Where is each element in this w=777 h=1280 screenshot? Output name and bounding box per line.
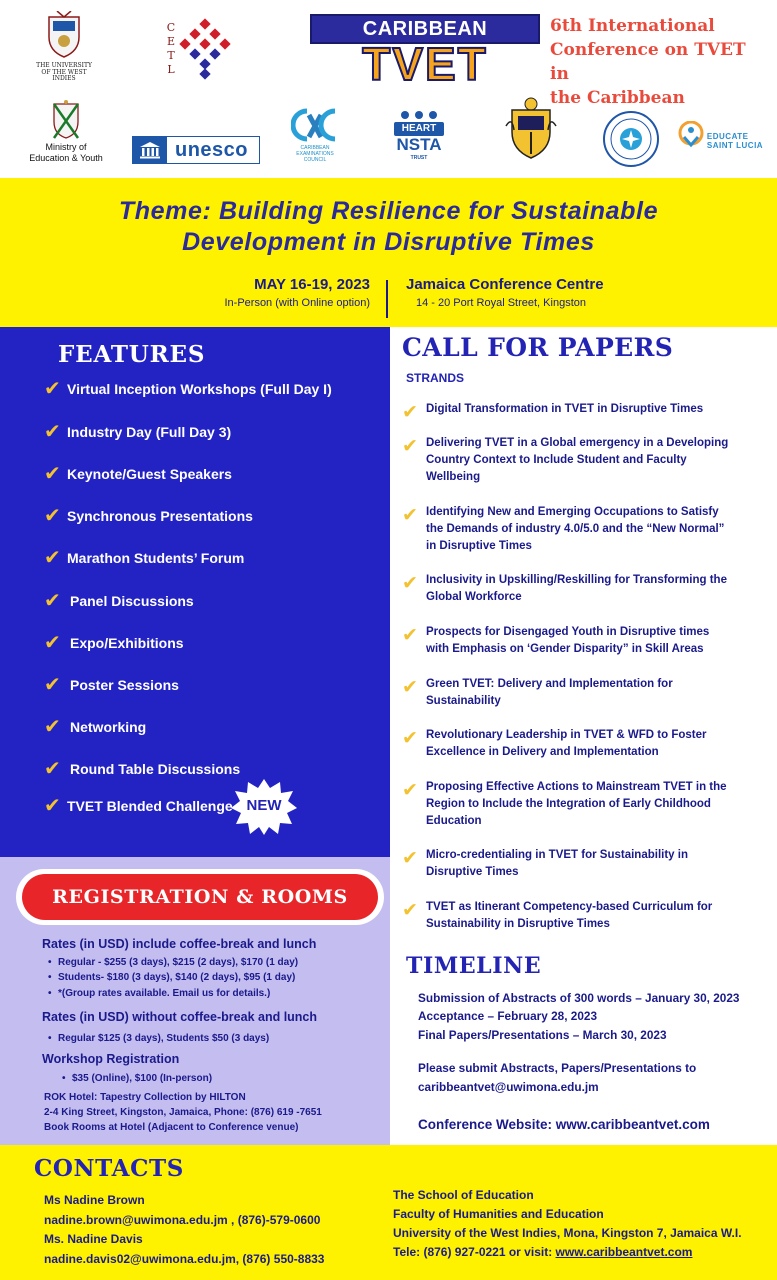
feature-item xyxy=(44,379,332,399)
feature-label: Synchronous Presentations xyxy=(67,508,253,524)
event-date: MAY 16-19, 2023 xyxy=(254,276,370,293)
timeline-item: Acceptance – February 28, 2023 xyxy=(418,1009,598,1023)
cxc-caption: CARIBBEAN xyxy=(300,145,330,151)
hotel-line: ROK Hotel: Tapestry Collection by HILTON xyxy=(44,1092,246,1103)
contact-detail[interactable]: nadine.davis02@uwimona.edu.jm, (876) 550-8833 xyxy=(44,1252,325,1266)
venue-address: 14 - 20 Port Royal Street, Kingston xyxy=(416,297,586,309)
school-line: University of the West Indies, Mona, Kingston 7, Jamaica W.I. xyxy=(393,1226,742,1240)
checkmark-icon: ✔ xyxy=(402,505,418,526)
strand-item xyxy=(402,676,767,710)
submit-instructions: Please submit Abstracts, Papers/Presentations to xyxy=(418,1061,697,1075)
strand-line: Inclusivity in Upskilling/Reskilling for Transforming the xyxy=(426,574,727,586)
call-for-papers-panel xyxy=(390,327,777,1145)
rate-item: • Students- $180 (3 days), $140 (2 days), $95 (1 day) xyxy=(58,972,295,983)
strand-item xyxy=(402,899,767,933)
contact-name: Ms Nadine Brown xyxy=(44,1193,145,1207)
strand-text xyxy=(426,727,707,761)
feature-label: Expo/Exhibitions xyxy=(70,635,184,651)
registration-title-pill-inner xyxy=(22,874,378,920)
registration-panel xyxy=(0,857,390,1145)
strand-line: in Disruptive Times xyxy=(426,540,532,552)
registration-title-pill xyxy=(16,869,384,925)
checkmark-icon: ✔ xyxy=(402,780,418,801)
educate-text: SAINT LUCIA xyxy=(706,141,764,150)
feature-item xyxy=(44,796,233,816)
rates-without-heading: Rates (in USD) without coffee-break and lunch xyxy=(42,1010,318,1024)
strand-line: Region to Include the Integration of Early Childhood xyxy=(426,798,711,810)
caribbean-tvet-banner xyxy=(310,14,540,88)
strand-item xyxy=(402,847,767,881)
telephone-text: Tele: (876) 927-0221 or visit: xyxy=(393,1245,556,1259)
strand-item xyxy=(402,727,767,761)
feature-item xyxy=(44,717,146,737)
cetl-letter: L xyxy=(167,63,175,76)
checkmark-icon: ✔ xyxy=(44,716,61,738)
strand-item xyxy=(402,401,767,422)
timeline-title: TIMELINE xyxy=(406,953,542,979)
uwi-crest-icon xyxy=(45,11,83,59)
conference-title xyxy=(550,14,765,110)
strand-item xyxy=(402,624,767,658)
features-panel xyxy=(0,327,390,857)
cxc-emblem-icon xyxy=(291,107,339,145)
unesco-text: unesco xyxy=(175,138,249,161)
educate-text-group xyxy=(707,132,763,150)
feature-item xyxy=(44,633,184,653)
website-link[interactable]: www.caribbeantvet.com xyxy=(555,1245,693,1259)
feature-item xyxy=(44,591,194,611)
contact-detail[interactable]: nadine.brown@uwimona.edu.jm , (876)-579-0600 xyxy=(44,1213,321,1227)
checkmark-icon: ✔ xyxy=(44,795,61,817)
checkmark-icon: ✔ xyxy=(402,573,418,594)
rate-item: • Regular $125 (3 days), Students $50 (3 days) xyxy=(58,1033,269,1044)
checkmark-icon: ✔ xyxy=(44,758,61,780)
workshop-heading: Workshop Registration xyxy=(42,1052,180,1066)
theme-band xyxy=(0,178,777,327)
feature-item xyxy=(44,506,253,526)
strand-text xyxy=(426,572,727,606)
submit-email[interactable]: caribbeantvet@uwimona.edu.jm xyxy=(418,1080,599,1094)
strand-line: with Emphasis on ‘Gender Disparity” in Skill Areas xyxy=(426,643,704,655)
heart-people-icon xyxy=(393,110,445,120)
theme-line: Development in Disruptive Times xyxy=(182,228,595,256)
strand-text xyxy=(426,504,724,555)
registration-title: REGISTRATION & ROOMS xyxy=(52,886,348,908)
uwi-logo xyxy=(32,6,96,88)
strand-line: Green TVET: Delivery and Implementation for xyxy=(426,678,673,690)
checkmark-icon: ✔ xyxy=(44,378,61,400)
banner-bottom-text: TVET xyxy=(362,38,488,90)
strand-line: Prospects for Disengaged Youth in Disruptive times xyxy=(426,626,710,638)
checkmark-icon: ✔ xyxy=(44,505,61,527)
timeline-item: Final Papers/Presentations – March 30, 2023 xyxy=(418,1028,667,1042)
date-venue-divider xyxy=(386,280,388,318)
university-crest-icon xyxy=(504,96,558,162)
conference-website[interactable]: Conference Website: www.caribbeantvet.com xyxy=(418,1117,710,1132)
conference-title-line: 6th International xyxy=(550,16,715,36)
feature-label: Marathon Students’ Forum xyxy=(67,550,245,566)
cetl-letters xyxy=(167,21,175,77)
venue-name: Jamaica Conference Centre xyxy=(406,276,604,293)
feature-label: Virtual Inception Workshops (Full Day I) xyxy=(67,381,332,397)
theme-title xyxy=(0,196,777,258)
cxc-caption: COUNCIL xyxy=(303,157,327,163)
strand-line: Identifying New and Emerging Occupations to Satisfy xyxy=(426,506,719,518)
new-badge xyxy=(230,778,298,836)
heart-top-text: HEART xyxy=(394,122,444,136)
contact-name: Ms. Nadine Davis xyxy=(44,1232,143,1246)
feature-item xyxy=(44,464,232,484)
checkmark-icon: ✔ xyxy=(402,677,418,698)
checkmark-icon: ✔ xyxy=(44,674,61,696)
cetl-letter: E xyxy=(166,35,175,48)
new-badge-text: NEW xyxy=(246,797,282,814)
strand-item xyxy=(402,572,767,606)
cxc-caption: EXAMINATIONS xyxy=(296,151,334,157)
educate-figure-icon xyxy=(677,121,705,161)
strand-line: Excellence in Delivery and Implementation xyxy=(426,746,659,758)
educate-saint-lucia-logo xyxy=(674,118,766,164)
school-line: The School of Education xyxy=(393,1188,534,1202)
strand-text xyxy=(426,899,712,933)
round-seal-icon xyxy=(602,110,660,168)
ministry-logo xyxy=(20,96,112,168)
rate-item: • *(Group rates available. Email us for details.) xyxy=(58,988,270,999)
hotel-line: 2-4 King Street, Kingston, Jamaica, Phone: (876) 619 -7651 xyxy=(44,1107,322,1118)
cetl-letter: T xyxy=(167,49,175,62)
strand-line: Revolutionary Leadership in TVET & WFD to Foster xyxy=(426,729,707,741)
cetl-logo xyxy=(160,14,240,84)
heart-nsta-logo xyxy=(393,110,445,166)
feature-label: TVET Blended Challenge xyxy=(67,798,233,814)
strand-line: Proposing Effective Actions to Mainstream TVET in the xyxy=(426,781,727,793)
checkmark-icon: ✔ xyxy=(44,547,61,569)
timeline-item: Submission of Abstracts of 300 words – January 30, 2023 xyxy=(418,991,740,1005)
checkmark-icon: ✔ xyxy=(402,436,418,457)
ministry-caption: Ministry of xyxy=(45,142,87,152)
feature-label: Industry Day (Full Day 3) xyxy=(67,424,232,440)
rates-with-heading: Rates (in USD) include coffee-break and lunch xyxy=(42,937,317,951)
feature-item xyxy=(44,422,231,442)
strand-line: Sustainability xyxy=(426,695,501,707)
checkmark-icon: ✔ xyxy=(44,463,61,485)
checkmark-icon: ✔ xyxy=(402,625,418,646)
strand-item xyxy=(402,779,767,830)
feature-item xyxy=(44,548,244,568)
uwi-caption: THE UNIVERSITY OF THE WEST INDIES xyxy=(36,62,92,83)
venue-block xyxy=(406,276,706,309)
strand-line: Disruptive Times xyxy=(426,866,519,878)
features-title: FEATURES xyxy=(58,341,206,368)
heart-trust-text: TRUST xyxy=(410,155,428,161)
jamaica-coat-of-arms-icon xyxy=(49,100,83,140)
strand-line: Digital Transformation in TVET in Disruptive Times xyxy=(426,403,704,415)
educate-text: EDUCATE xyxy=(706,132,749,141)
strands-label: STRANDS xyxy=(406,371,465,385)
feature-item xyxy=(44,675,179,695)
strand-line: Country Context to Include Student and Faculty xyxy=(426,454,687,466)
cetl-letter: C xyxy=(166,21,176,34)
strand-text xyxy=(426,847,688,881)
strand-text xyxy=(426,779,727,830)
feature-label: Networking xyxy=(70,719,147,735)
strand-line: Delivering TVET in a Global emergency in a Developing xyxy=(426,437,729,449)
theme-line: Theme: Building Resilience for Sustainable xyxy=(118,197,659,225)
unesco-logo xyxy=(132,136,260,164)
cxc-logo xyxy=(286,104,344,166)
unesco-temple-icon xyxy=(133,137,167,163)
call-for-papers-title: CALL FOR PAPERS xyxy=(402,333,674,362)
strand-line: Wellbeing xyxy=(426,471,481,483)
checkmark-icon: ✔ xyxy=(402,900,418,921)
rate-item: • Regular - $255 (3 days), $215 (2 days), $170 (1 day) xyxy=(58,957,298,968)
checkmark-icon: ✔ xyxy=(44,632,61,654)
conference-title-line: Conference on TVET in xyxy=(550,40,746,84)
strand-line: TVET as Itinerant Competency-based Curriculum for xyxy=(426,901,713,913)
strand-text xyxy=(426,435,728,486)
checkmark-icon: ✔ xyxy=(402,848,418,869)
strand-item xyxy=(402,435,767,486)
checkmark-icon: ✔ xyxy=(402,402,418,423)
feature-label: Keynote/Guest Speakers xyxy=(67,466,232,482)
checkmark-icon: ✔ xyxy=(402,728,418,749)
checkmark-icon: ✔ xyxy=(44,421,61,443)
hotel-line: Book Rooms at Hotel (Adjacent to Conference venue) xyxy=(44,1122,299,1133)
banner-top-text: CARIBBEAN xyxy=(362,17,488,40)
school-line: Faculty of Humanities and Education xyxy=(393,1207,604,1221)
cetl-diamond-icon xyxy=(177,18,233,80)
strand-text xyxy=(426,624,709,658)
strand-item xyxy=(402,504,767,555)
contacts-band xyxy=(0,1145,777,1280)
feature-label: Round Table Discussions xyxy=(70,761,241,777)
strand-line: Sustainability in Disruptive Times xyxy=(426,918,610,930)
strand-text xyxy=(426,676,673,710)
strand-text xyxy=(426,401,703,422)
strand-line: Micro-credentialing in TVET for Sustainability in xyxy=(426,849,688,861)
workshop-item: • $35 (Online), $100 (In-person) xyxy=(72,1073,212,1084)
feature-label: Panel Discussions xyxy=(70,593,194,609)
contacts-title: CONTACTS xyxy=(34,1155,184,1182)
event-format: In-Person (with Online option) xyxy=(224,297,370,309)
date-block xyxy=(190,276,370,309)
checkmark-icon: ✔ xyxy=(44,590,61,612)
strand-line: the Demands of industry 4.0/5.0 and the “New Normal” xyxy=(426,523,725,535)
school-telephone xyxy=(393,1245,692,1259)
heart-bottom-text: NSTA xyxy=(396,135,442,154)
hotel-info xyxy=(44,1090,322,1135)
strand-line: Global Workforce xyxy=(426,591,522,603)
ministry-caption: Education & Youth xyxy=(29,153,103,163)
feature-label: Poster Sessions xyxy=(70,677,179,693)
strand-line: Education xyxy=(426,815,482,827)
feature-item xyxy=(44,759,240,779)
conference-title-line: the Caribbean xyxy=(550,88,685,108)
header-logos xyxy=(0,0,777,178)
